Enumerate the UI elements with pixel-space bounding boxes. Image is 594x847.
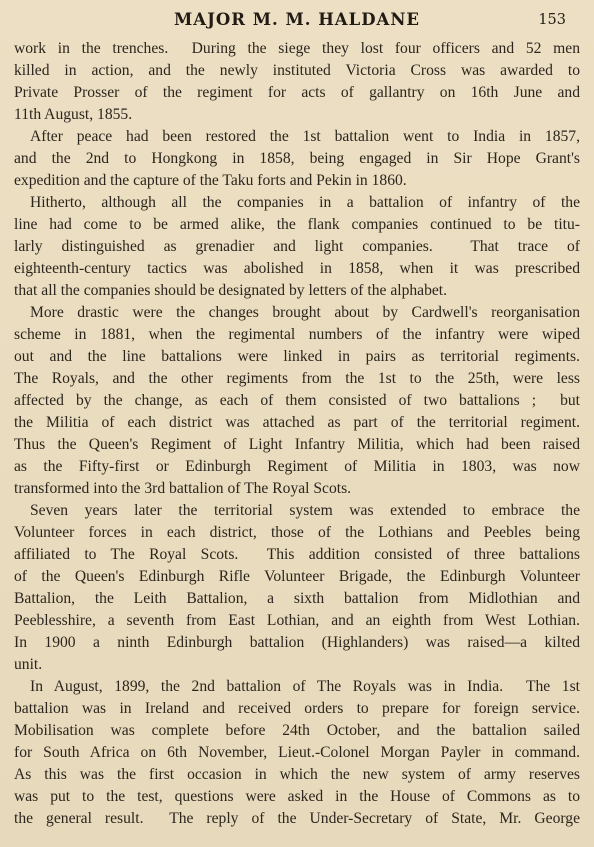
text-line: expedition and the capture of the Taku forts and Pekin in 1860.: [14, 172, 407, 189]
text-line: affected by the change, as each of them consisted of two battalions ; but: [14, 392, 580, 409]
text-line: the Militia of each district was attached as part of the territorial regiment.: [14, 414, 580, 431]
text-line: Hitherto, although all the companies in a battalion of infantry of the: [30, 194, 580, 211]
text-line: line had come to be armed alike, the flank companies continued to be titu-: [14, 216, 580, 233]
paragraph: [14, 38, 580, 126]
running-head: MAJOR M. M. HALDANE: [174, 10, 420, 29]
text-line: for South Africa on 6th November, Lieut.-Colonel Morgan Payler in command.: [14, 744, 580, 761]
text-line: In August, 1899, the 2nd battalion of The Royals was in India. The 1st: [30, 678, 580, 695]
text-line: affiliated to The Royal Scots. This addition consisted of three battalions: [14, 546, 580, 563]
text-line: unit.: [14, 656, 43, 673]
paragraph: [14, 302, 580, 500]
text-line: After peace had been restored the 1st battalion went to India in 1857,: [30, 128, 580, 145]
text-line: eighteenth-century tactics was abolished in 1858, when it was prescribed: [14, 260, 580, 277]
text-line: the general result. The reply of the Under-Secretary of State, Mr. George: [14, 810, 580, 827]
text-line: larly distinguished as grenadier and light companies. That trace of: [14, 238, 580, 255]
text-line: was put to the test, questions were asked in the House of Commons as to: [14, 788, 580, 805]
text-line: and the 2nd to Hongkong in 1858, being engaged in Sir Hope Grant's: [14, 150, 580, 167]
text-line: In 1900 a ninth Edinburgh battalion (Highlanders) was raised—a kilted: [14, 634, 580, 651]
paragraph: [14, 676, 580, 830]
paragraph: [14, 500, 580, 676]
page-header: [14, 8, 580, 38]
text-line: Battalion, the Leith Battalion, a sixth battalion from Midlothian and: [14, 590, 580, 607]
text-line: Mobilisation was complete before 24th October, and the battalion sailed: [14, 722, 580, 739]
page-number: 153: [538, 12, 566, 28]
text-line: transformed into the 3rd battalion of The Royal Scots.: [14, 480, 352, 497]
text-line: battalion was in Ireland and received orders to prepare for foreign service.: [14, 700, 580, 717]
text-line: As this was the first occasion in which the new system of army reserves: [14, 766, 580, 783]
text-line: that all the companies should be designated by letters of the alphabet.: [14, 282, 448, 299]
text-line: 11th August, 1855.: [14, 106, 133, 123]
text-line: The Royals, and the other regiments from the 1st to the 25th, were less: [14, 370, 580, 387]
text-line: as the Fifty-first or Edinburgh Regiment of Militia in 1803, was now: [14, 458, 580, 475]
text-line: work in the trenches. During the siege they lost four officers and 52 men: [14, 40, 580, 57]
text-line: scheme in 1881, when the regimental numbers of the infantry were wiped: [14, 326, 580, 343]
text-line: killed in action, and the newly instituted Victoria Cross was awarded to: [14, 62, 580, 79]
text-line: out and the line battalions were linked in pairs as territorial regiments.: [14, 348, 580, 365]
paragraph: [14, 126, 580, 192]
text-line: Thus the Queen's Regiment of Light Infantry Militia, which had been raised: [14, 436, 580, 453]
text-line: Peeblesshire, a seventh from East Lothian, and an eighth from West Lothian.: [14, 612, 580, 629]
text-line: Volunteer forces in each district, those of the Lothians and Peebles being: [14, 524, 580, 541]
paragraph: [14, 192, 580, 302]
body-text: [14, 38, 580, 830]
text-line: of the Queen's Edinburgh Rifle Volunteer Brigade, the Edinburgh Volunteer: [14, 568, 580, 585]
text-line: Private Prosser of the regiment for acts of gallantry on 16th June and: [14, 84, 580, 101]
text-line: More drastic were the changes brought about by Cardwell's reorganisation: [30, 304, 580, 321]
text-line: Seven years later the territorial system was extended to embrace the: [30, 502, 580, 519]
